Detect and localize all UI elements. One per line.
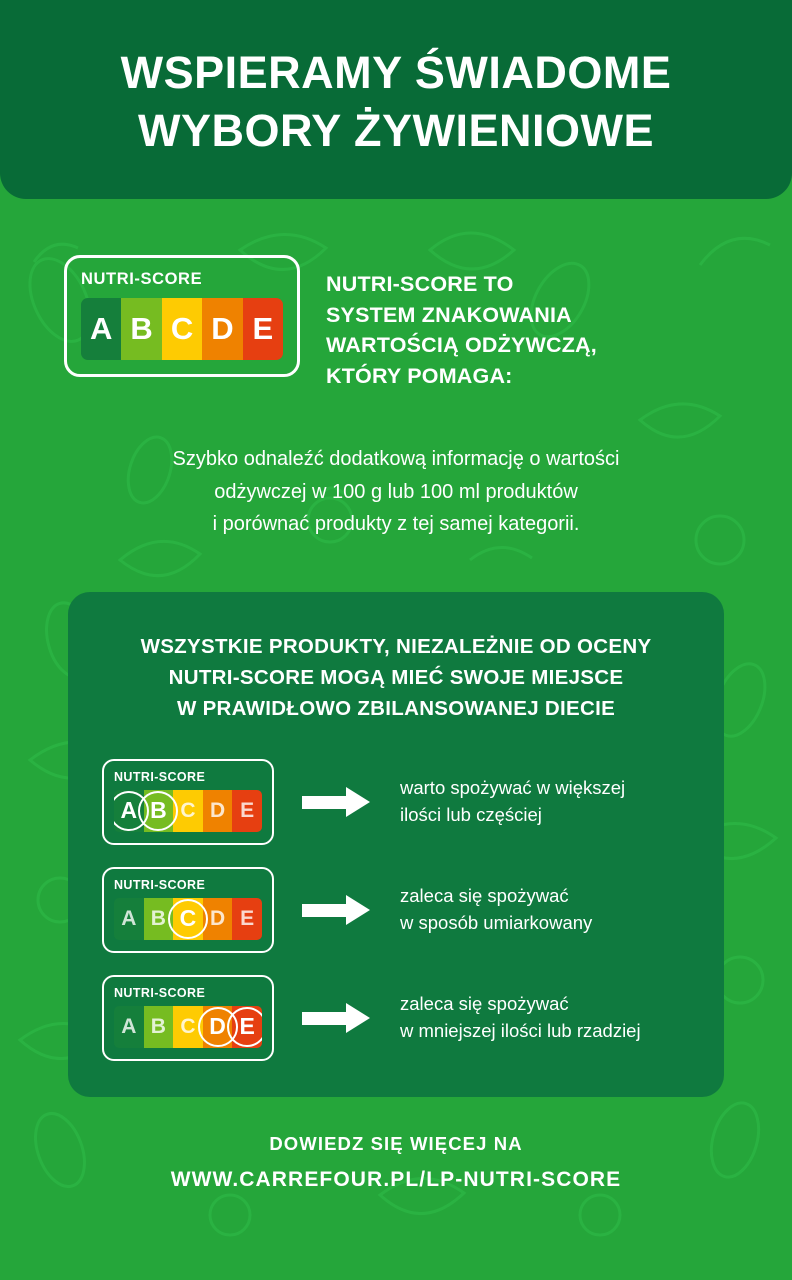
page-title-line-2: WYBORY ŻYWIENIOWE [137, 104, 654, 156]
advice-row-text [400, 883, 592, 937]
paragraph-line-2: odżywczej w 100 g lub 100 ml produktów [214, 480, 578, 503]
nutriscore-scale [114, 1006, 262, 1048]
advice-text-line-2: ilości lub częściej [400, 803, 542, 825]
nutriscore-scale [114, 790, 262, 832]
advice-row [102, 867, 690, 953]
intro-heading-line-2: SYSTEM ZNAKOWANIA [326, 302, 572, 327]
grade-cell-d: D [203, 898, 233, 940]
grade-cell-a: A [114, 1006, 144, 1048]
grade-cell-e: E [232, 898, 262, 940]
grade-cell-a: A [114, 898, 144, 940]
intro-heading-line-1: NUTRI-SCORE TO [326, 272, 514, 297]
advice-text-line-1: warto spożywać w większej [400, 776, 626, 798]
arrow-right-icon [302, 787, 376, 817]
advice-row [102, 975, 690, 1061]
advice-text-line-2: w mniejszej ilości lub rzadziej [400, 1019, 641, 1041]
grade-highlight-b: B [138, 791, 178, 831]
grade-cell-e: E [243, 298, 283, 360]
grade-cell-b: B [144, 898, 174, 940]
page-footer [0, 1097, 792, 1192]
advice-rows [102, 759, 690, 1061]
grade-highlight-e: E [227, 1007, 262, 1047]
nutriscore-badge-title: NUTRI-SCORE [114, 985, 206, 1000]
intro-paragraph [0, 391, 792, 540]
nutriscore-badge-main [64, 255, 300, 377]
nutriscore-badge-title: NUTRI-SCORE [114, 769, 206, 784]
grade-cell-e: E [232, 790, 262, 832]
grade-highlight-d: D [198, 1007, 238, 1047]
advice-row-text [400, 991, 641, 1045]
intro-heading-line-4: KTÓRY POMAGA: [326, 363, 513, 388]
grade-highlight-a: A [114, 791, 149, 831]
advice-heading-line-3: W PRAWIDŁOWO ZBILANSOWANEJ DIECIE [176, 696, 616, 720]
arrow-right-icon [302, 1003, 376, 1033]
nutriscore-badge-c [102, 867, 274, 953]
nutriscore-badge-title: NUTRI-SCORE [81, 270, 203, 289]
grade-cell-c: C [173, 790, 203, 832]
page-header [0, 0, 792, 199]
advice-text-line-1: zaleca się spożywać [400, 884, 569, 906]
nutriscore-scale [114, 898, 262, 940]
grade-cell-c: C [173, 1006, 203, 1048]
nutriscore-badge-ab [102, 759, 274, 845]
grade-cell-d: D [203, 790, 233, 832]
footer-cta-text: DOWIEDZ SIĘ WIĘCEJ NA [269, 1132, 523, 1154]
advice-text-line-2: w sposób umiarkowany [400, 911, 593, 933]
advice-card [68, 592, 724, 1096]
page-title [40, 44, 752, 159]
grade-cell-a: A [81, 298, 121, 360]
intro-heading-line-3: WARTOŚCIĄ ODŻYWCZĄ, [326, 333, 597, 358]
grade-cell-c: C [162, 298, 202, 360]
paragraph-line-1: Szybko odnaleźć dodatkową informację o wartości [172, 448, 620, 471]
advice-row-text [400, 775, 625, 829]
nutriscore-badge-de [102, 975, 274, 1061]
advice-heading-line-2: NUTRI-SCORE MOGĄ MIEĆ SWOJE MIEJSCE [168, 666, 624, 690]
grade-cell-b: B [121, 298, 161, 360]
grade-cell-b: B [144, 1006, 174, 1048]
intro-section [0, 199, 792, 391]
advice-text-line-1: zaleca się spożywać [400, 992, 569, 1014]
paragraph-line-3: i porównać produkty z tej samej kategorii. [212, 513, 580, 536]
intro-heading [326, 255, 597, 391]
grade-cell-d: D [202, 298, 242, 360]
arrow-right-icon [302, 895, 376, 925]
advice-heading-line-1: WSZYSTKIE PRODUKTY, NIEZALEŻNIE OD OCENY [140, 635, 652, 659]
page-title-line-1: WSPIERAMY ŚWIADOME [120, 47, 672, 98]
nutriscore-scale [81, 298, 283, 360]
grade-highlight-c: C [168, 899, 208, 939]
advice-card-heading [102, 632, 690, 724]
footer-url[interactable]: WWW.CARREFOUR.PL/LP-NUTRI-SCORE [170, 1167, 622, 1191]
advice-row [102, 759, 690, 845]
nutriscore-badge-title: NUTRI-SCORE [114, 877, 206, 892]
